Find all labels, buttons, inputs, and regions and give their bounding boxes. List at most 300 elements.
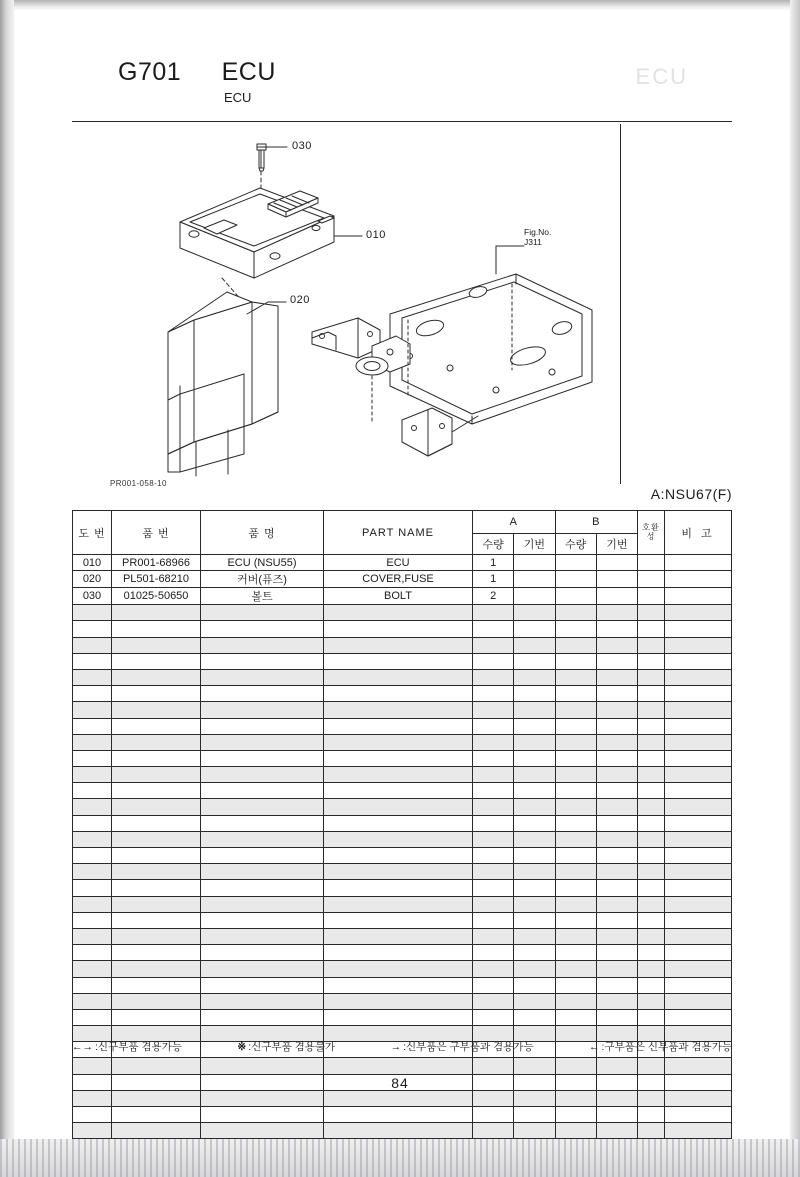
cell-part_name: BOLT: [324, 588, 473, 605]
cell-bigo: [665, 686, 732, 702]
cell-pumbeon: [112, 1123, 201, 1139]
cell-b_code: [596, 686, 637, 702]
cell-a_qty: [473, 928, 514, 944]
cell-dobeon: [73, 848, 112, 864]
legend-item-0: [72, 1039, 182, 1054]
cell-b_code: [596, 571, 637, 588]
cell-b_qty: [555, 896, 596, 912]
table-row: [73, 864, 732, 880]
cell-b_code: [596, 880, 637, 896]
col-header-b-code: 기번: [596, 534, 637, 555]
cell-dobeon: [73, 734, 112, 750]
cell-bigo: [665, 669, 732, 685]
cell-b_code: [596, 783, 637, 799]
cell-pumbeon: [112, 864, 201, 880]
cell-bigo: [665, 702, 732, 718]
cell-pumbeon: [112, 831, 201, 847]
cell-part_name: [324, 799, 473, 815]
cell-a_qty: [473, 945, 514, 961]
cell-b_code: [596, 734, 637, 750]
cell-b_code: [596, 1123, 637, 1139]
cell-ho: [638, 993, 665, 1009]
parts-table-head: [73, 511, 732, 555]
cell-a_qty: [473, 864, 514, 880]
cell-a_code: [514, 621, 555, 637]
table-row: [73, 880, 732, 896]
cell-dobeon: [73, 945, 112, 961]
cell-a_code: [514, 750, 555, 766]
cell-a_qty: [473, 1090, 514, 1106]
cell-part_name: [324, 1058, 473, 1074]
col-header-group-a: A: [473, 511, 556, 534]
table-row: [73, 815, 732, 831]
cell-pumbeon: [112, 702, 201, 718]
cell-dobeon: 020: [73, 571, 112, 588]
cell-b_qty: [555, 864, 596, 880]
cell-dobeon: [73, 896, 112, 912]
cell-a_code: [514, 783, 555, 799]
cell-a_code: [514, 571, 555, 588]
cover-fuse-part: [168, 292, 278, 472]
cell-ho: [638, 653, 665, 669]
cell-ho: [638, 848, 665, 864]
table-row: [73, 686, 732, 702]
cell-ho: [638, 1090, 665, 1106]
cell-pumbeon: [112, 815, 201, 831]
cell-a_code: [514, 864, 555, 880]
cell-dobeon: [73, 1107, 112, 1123]
cell-b_qty: [555, 750, 596, 766]
cell-bigo: [665, 555, 732, 571]
cell-a_code: [514, 912, 555, 928]
cell-a_code: [514, 1009, 555, 1025]
legend-text-0: :신구부품 겸용가능: [95, 1041, 182, 1053]
cell-b_code: [596, 588, 637, 605]
cell-b_qty: [555, 555, 596, 571]
cell-a_code: [514, 767, 555, 783]
cell-a_code: [514, 637, 555, 653]
cell-ho: [638, 783, 665, 799]
table-row: [73, 831, 732, 847]
cell-bigo: [665, 1058, 732, 1074]
cell-ho: [638, 571, 665, 588]
cell-part_name: COVER,FUSE: [324, 571, 473, 588]
bracket-assembly: [312, 274, 592, 456]
cell-part_name: [324, 605, 473, 621]
cell-pumbeon: [112, 896, 201, 912]
cell-a_qty: 2: [473, 588, 514, 605]
cell-b_qty: [555, 1090, 596, 1106]
col-header-part-number: 품 번: [112, 511, 201, 555]
cell-part_name: [324, 1123, 473, 1139]
exploded-parts-diagram: [72, 124, 732, 494]
cell-b_code: [596, 637, 637, 653]
cell-b_qty: [555, 1058, 596, 1074]
cell-a_code: [514, 848, 555, 864]
cell-b_code: [596, 945, 637, 961]
cell-b_qty: [555, 702, 596, 718]
cell-bigo: [665, 928, 732, 944]
cell-pummyeong: [201, 1123, 324, 1139]
cell-pummyeong: [201, 928, 324, 944]
cell-ho: [638, 864, 665, 880]
cell-pummyeong: [201, 945, 324, 961]
table-row: [73, 702, 732, 718]
cell-b_qty: [555, 653, 596, 669]
cell-part_name: [324, 1009, 473, 1025]
table-row: [73, 669, 732, 685]
cell-a_code: [514, 686, 555, 702]
cell-b_qty: [555, 912, 596, 928]
col-header-remarks: 비 고: [665, 511, 732, 555]
cell-b_code: [596, 961, 637, 977]
cell-a_qty: [473, 1009, 514, 1025]
legend-text-2: :신부품은 구부품과 겸용가능: [403, 1041, 534, 1053]
cell-a_code: [514, 555, 555, 571]
table-header-row-top: [73, 511, 732, 534]
cell-bigo: [665, 864, 732, 880]
cell-part_name: [324, 669, 473, 685]
cell-a_code: [514, 880, 555, 896]
cell-ho: [638, 621, 665, 637]
cell-pumbeon: [112, 880, 201, 896]
cell-a_qty: [473, 783, 514, 799]
cell-a_code: [514, 977, 555, 993]
table-row: [73, 977, 732, 993]
page-title: ECU: [221, 58, 276, 86]
cell-b_qty: [555, 1123, 596, 1139]
cell-a_qty: 1: [473, 571, 514, 588]
cell-b_code: [596, 815, 637, 831]
cell-pummyeong: [201, 767, 324, 783]
cell-part_name: [324, 1107, 473, 1123]
cell-b_code: [596, 750, 637, 766]
cell-a_code: [514, 928, 555, 944]
cell-bigo: [665, 750, 732, 766]
cell-a_code: [514, 815, 555, 831]
cell-part_name: [324, 880, 473, 896]
cell-part_name: [324, 831, 473, 847]
cell-b_code: [596, 912, 637, 928]
cell-b_qty: [555, 571, 596, 588]
cell-a_code: [514, 718, 555, 734]
table-row: [73, 993, 732, 1009]
cell-b_code: [596, 848, 637, 864]
cell-ho: [638, 1058, 665, 1074]
cell-pummyeong: [201, 864, 324, 880]
cell-a_qty: [473, 961, 514, 977]
cell-pumbeon: [112, 783, 201, 799]
table-row: [73, 750, 732, 766]
cell-part_name: [324, 815, 473, 831]
cell-ho: [638, 961, 665, 977]
cell-b_code: [596, 799, 637, 815]
cell-b_code: [596, 1058, 637, 1074]
cell-dobeon: [73, 831, 112, 847]
cell-bigo: [665, 912, 732, 928]
model-label: A:NSU67(F): [650, 486, 732, 502]
cell-a_qty: [473, 848, 514, 864]
cell-a_qty: [473, 993, 514, 1009]
cell-dobeon: [73, 686, 112, 702]
col-header-part-name-en: PART NAME: [324, 511, 473, 555]
legend-item-1: [237, 1039, 335, 1054]
col-header-compatibility: [638, 511, 665, 555]
cell-a_qty: [473, 1058, 514, 1074]
cell-bigo: [665, 734, 732, 750]
cell-a_qty: [473, 815, 514, 831]
cell-pumbeon: [112, 1090, 201, 1106]
cell-b_code: [596, 718, 637, 734]
cell-ho: [638, 928, 665, 944]
cell-a_qty: [473, 669, 514, 685]
callout-020: 020: [290, 294, 310, 306]
cell-bigo: [665, 783, 732, 799]
legend-symbol-2: →: [390, 1041, 402, 1053]
table-row: [73, 1090, 732, 1106]
cell-b_qty: [555, 880, 596, 896]
cell-a_code: [514, 588, 555, 605]
figure-reference: [524, 228, 551, 248]
cell-b_code: [596, 993, 637, 1009]
cell-pummyeong: [201, 1058, 324, 1074]
table-row: [73, 653, 732, 669]
cell-ho: [638, 945, 665, 961]
cell-pumbeon: [112, 718, 201, 734]
cell-b_qty: [555, 605, 596, 621]
cell-part_name: [324, 637, 473, 653]
cell-pummyeong: [201, 621, 324, 637]
cell-dobeon: [73, 750, 112, 766]
cell-a_qty: [473, 734, 514, 750]
cell-b_code: [596, 555, 637, 571]
table-row: [73, 734, 732, 750]
cell-b_qty: [555, 848, 596, 864]
cell-b_code: [596, 977, 637, 993]
cell-a_code: [514, 702, 555, 718]
col-header-compatibility-text: 호환성: [642, 522, 660, 541]
cell-part_name: [324, 993, 473, 1009]
cell-bigo: [665, 799, 732, 815]
cell-pumbeon: [112, 750, 201, 766]
cell-bigo: [665, 621, 732, 637]
table-row: [73, 767, 732, 783]
cell-b_qty: [555, 961, 596, 977]
cell-pumbeon: [112, 734, 201, 750]
cell-pummyeong: [201, 653, 324, 669]
cell-a_qty: [473, 977, 514, 993]
cell-dobeon: [73, 669, 112, 685]
cell-a_qty: [473, 686, 514, 702]
cell-b_code: [596, 605, 637, 621]
table-row: [73, 928, 732, 944]
cell-part_name: ECU: [324, 555, 473, 571]
cell-bigo: [665, 848, 732, 864]
cell-ho: [638, 880, 665, 896]
cell-a_code: [514, 669, 555, 685]
drawing-code: PR001-058-10: [110, 479, 167, 488]
cell-b_qty: [555, 686, 596, 702]
table-row: [73, 945, 732, 961]
cell-dobeon: [73, 815, 112, 831]
cell-ho: [638, 734, 665, 750]
callout-010: 010: [366, 229, 386, 241]
cell-pumbeon: [112, 605, 201, 621]
cell-dobeon: [73, 653, 112, 669]
table-row: [73, 912, 732, 928]
cell-bigo: [665, 993, 732, 1009]
cell-dobeon: [73, 1090, 112, 1106]
cell-ho: [638, 637, 665, 653]
col-header-dobeon: 도 번: [73, 511, 112, 555]
legend-symbol-0: ←→: [72, 1041, 93, 1053]
cell-part_name: [324, 686, 473, 702]
cell-dobeon: [73, 993, 112, 1009]
cell-b_code: [596, 669, 637, 685]
cell-b_qty: [555, 718, 596, 734]
table-row: [73, 783, 732, 799]
cell-a_code: [514, 993, 555, 1009]
cell-pumbeon: [112, 977, 201, 993]
cell-ho: [638, 605, 665, 621]
cell-part_name: [324, 767, 473, 783]
cell-dobeon: [73, 783, 112, 799]
cell-a_code: [514, 896, 555, 912]
cell-bigo: [665, 945, 732, 961]
table-row: [73, 1058, 732, 1074]
cell-a_qty: [473, 702, 514, 718]
cell-pummyeong: [201, 686, 324, 702]
table-row: [73, 571, 732, 588]
cell-pumbeon: [112, 912, 201, 928]
cell-b_qty: [555, 637, 596, 653]
cell-b_code: [596, 702, 637, 718]
table-row: [73, 961, 732, 977]
cell-bigo: [665, 880, 732, 896]
col-header-group-b: B: [555, 511, 638, 534]
cell-a_qty: [473, 880, 514, 896]
cell-part_name: [324, 621, 473, 637]
cell-pummyeong: [201, 799, 324, 815]
cell-a_qty: [473, 750, 514, 766]
cell-b_qty: [555, 993, 596, 1009]
cell-dobeon: [73, 928, 112, 944]
cell-pummyeong: [201, 734, 324, 750]
cell-a_qty: [473, 896, 514, 912]
table-row: [73, 637, 732, 653]
cell-part_name: [324, 848, 473, 864]
cell-part_name: [324, 734, 473, 750]
cell-ho: [638, 669, 665, 685]
cell-a_qty: [473, 637, 514, 653]
table-row: [73, 621, 732, 637]
cell-pummyeong: [201, 848, 324, 864]
cell-ho: [638, 750, 665, 766]
cell-b_code: [596, 1107, 637, 1123]
cell-pummyeong: [201, 993, 324, 1009]
cell-b_qty: [555, 734, 596, 750]
page-number: 84: [391, 1075, 409, 1091]
cell-b_qty: [555, 588, 596, 605]
cell-b_qty: [555, 783, 596, 799]
cell-part_name: [324, 912, 473, 928]
cell-ho: [638, 555, 665, 571]
cell-a_qty: [473, 1107, 514, 1123]
cell-ho: [638, 1123, 665, 1139]
cell-pummyeong: [201, 702, 324, 718]
cell-ho: [638, 831, 665, 847]
cell-ho: [638, 912, 665, 928]
cell-ho: [638, 896, 665, 912]
cell-bigo: [665, 1123, 732, 1139]
cell-dobeon: [73, 977, 112, 993]
cell-pumbeon: [112, 1107, 201, 1123]
cell-pumbeon: [112, 653, 201, 669]
cell-part_name: [324, 718, 473, 734]
page-header: [118, 58, 688, 105]
cell-bigo: [665, 1009, 732, 1025]
cell-b_code: [596, 767, 637, 783]
cell-bigo: [665, 571, 732, 588]
cell-dobeon: [73, 702, 112, 718]
cell-ho: [638, 588, 665, 605]
cell-bigo: [665, 653, 732, 669]
cell-b_qty: [555, 669, 596, 685]
legend: [72, 1039, 732, 1054]
legend-item-2: [391, 1039, 534, 1054]
cell-a_code: [514, 1090, 555, 1106]
cell-a_qty: [473, 653, 514, 669]
cell-part_name: [324, 961, 473, 977]
cell-b_qty: [555, 1009, 596, 1025]
cell-b_qty: [555, 945, 596, 961]
cell-pumbeon: [112, 993, 201, 1009]
cell-pummyeong: [201, 1009, 324, 1025]
col-header-a-code: 기번: [514, 534, 555, 555]
cell-pumbeon: [112, 799, 201, 815]
cell-b_code: [596, 831, 637, 847]
cell-pummyeong: [201, 637, 324, 653]
header-divider: [72, 121, 732, 122]
cell-pummyeong: [201, 896, 324, 912]
figure-code: G701: [118, 58, 182, 86]
cell-part_name: [324, 750, 473, 766]
cell-bigo: [665, 1107, 732, 1123]
cell-part_name: [324, 945, 473, 961]
table-row: [73, 848, 732, 864]
cell-pummyeong: [201, 1107, 324, 1123]
cell-pummyeong: [201, 718, 324, 734]
cell-dobeon: [73, 605, 112, 621]
cell-dobeon: [73, 961, 112, 977]
cell-a_qty: [473, 1123, 514, 1139]
cell-dobeon: [73, 637, 112, 653]
cell-pummyeong: [201, 815, 324, 831]
cell-a_code: [514, 1107, 555, 1123]
cell-bigo: [665, 977, 732, 993]
cell-b_qty: [555, 815, 596, 831]
cell-pumbeon: [112, 961, 201, 977]
table-row: [73, 896, 732, 912]
cell-part_name: [324, 928, 473, 944]
cell-a_code: [514, 653, 555, 669]
cell-bigo: [665, 605, 732, 621]
cell-bigo: [665, 767, 732, 783]
cell-b_qty: [555, 767, 596, 783]
table-row: [73, 555, 732, 571]
col-header-part-name-kr: 품 명: [201, 511, 324, 555]
cell-a_qty: [473, 605, 514, 621]
